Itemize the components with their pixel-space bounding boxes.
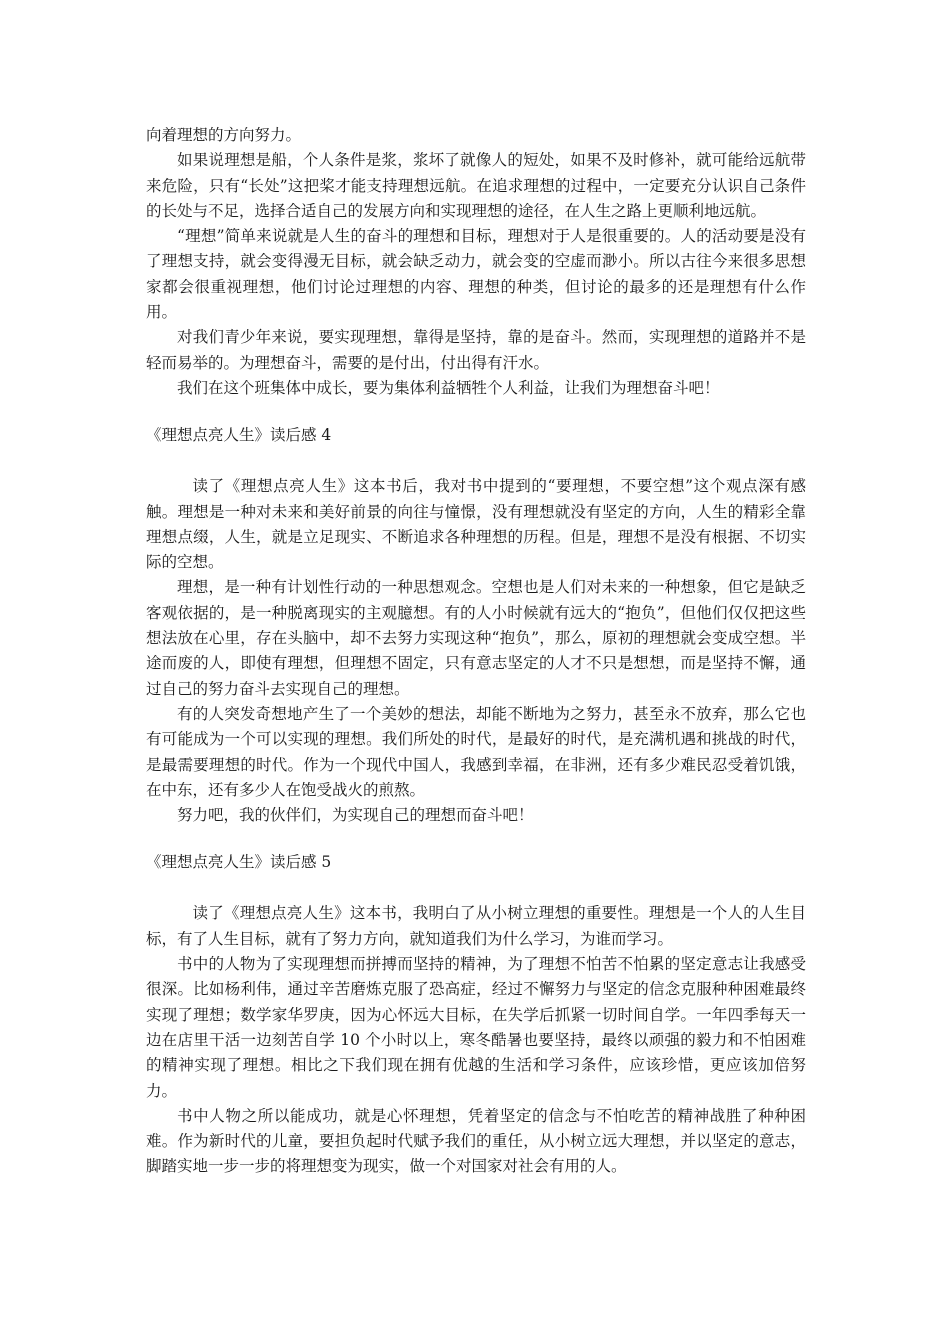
paragraph: “理想”简单来说就是人生的奋斗的理想和目标，理想对于人是很重要的。人的活动要是没有了理想支持，就会变得漫无目标，就会缺乏动力，就会变的空虚而渺小。所以古往今来很多思想家都会很重视理想，他们讨论过理想的内容、理想的种类，但讨论的最多的还是理想有什么作用。 [146, 227, 806, 322]
paragraph: 向着理想的方向努力。 [146, 126, 302, 144]
paragraph: 书中的人物为了实现理想而拼搏而坚持的精神，为了理想不怕苦不怕累的坚定意志让我感受很深。比如杨利伟，通过辛苦磨炼克服了恐高症，经过不懈努力与坚定的信念克服种种困难最终实现了理想；数学家华罗庚，因为心怀远大目标，在失学后抓紧一切时间自学。一年四季每天一边在店里干活一边刻苦自学 10 个小时以上，寒冬酷暑也要坚持，最终以顽强的毅力和不怕困难的精神实现了理想。相比之下我们现在拥有优越的生活和学习条件，应该珍惜，更应该加倍努力。 [146, 955, 806, 1100]
section-4 [146, 423, 806, 828]
document-page [146, 123, 806, 1180]
paragraph: 书中人物之所以能成功，就是心怀理想，凭着坚定的信念与不怕吃苦的精神战胜了种种困难。作为新时代的儿童，要担负起时代赋予我们的重任，从小树立远大理想，并以坚定的意志，脚踏实地一步一步的将理想变为现实，做一个对国家对社会有用的人。 [146, 1106, 806, 1176]
paragraph: 读了《理想点亮人生》这本书后，我对书中提到的“要理想，不要空想”这个观点深有感触。理想是一种对未来和美好前景的向往与憧憬，没有理想就没有坚定的方向，人生的精彩全靠理想点缀，人生，就是立足现实、不断追求各种理想的历程。但是，理想不是没有根据、不切实际的空想。 [146, 477, 806, 572]
paragraph: 对我们青少年来说，要实现理想，靠得是坚持，靠的是奋斗。然而，实现理想的道路并不是轻而易举的。为理想奋斗，需要的是付出，付出得有汗水。 [146, 328, 806, 372]
section-heading: 《理想点亮人生》读后感 4 [146, 426, 332, 445]
paragraph: 如果说理想是船，个人条件是浆，浆坏了就像人的短处，如果不及时修补，就可能给远航带来危险，只有“长处”这把桨才能支持理想远航。在追求理想的过程中，一定要充分认识自己条件的长处与不足，选择合适自己的发展方向和实现理想的途径，在人生之路上更顺利地远航。 [146, 151, 806, 220]
paragraph: 理想，是一种有计划性行动的一种思想观念。空想也是人们对未来的一种想象，但它是缺乏客观依据的，是一种脱离现实的主观臆想。有的人小时候就有远大的“抱负”，但他们仅仅把这些想法放在心里，存在头脑中，却不去努力实现这种“抱负”，那么，原初的理想就会变成空想。半途而废的人，即使有理想，但理想不固定，只有意志坚定的人才不只是想想，而是坚持不懈，通过自己的努力奋斗去实现自己的理想。 [146, 578, 806, 698]
section-3-tail [146, 123, 806, 401]
paragraph: 有的人突发奇想地产生了一个美妙的想法，却能不断地为之努力，甚至永不放弃，那么它也有可能成为一个可以实现的理想。我们所处的时代，是最好的时代，是充满机遇和挑战的时代，是最需要理想的时代。作为一个现代中国人，我感到幸福，在非洲，还有多少难民忍受着饥饿，在中东，还有多少人在饱受战火的煎熬。 [146, 704, 806, 799]
paragraph: 我们在这个班集体中成长，要为集体利益牺牲个人利益，让我们为理想奋斗吧！ [177, 378, 720, 397]
section-heading: 《理想点亮人生》读后感 5 [146, 853, 332, 872]
paragraph: 读了《理想点亮人生》这本书，我明白了从小树立理想的重要性。理想是一个人的人生目标，有了人生目标，就有了努力方向，就知道我们为什么学习，为谁而学习。 [146, 904, 806, 948]
paragraph: 努力吧，我的伙伴们，为实现自己的理想而奋斗吧！ [177, 806, 534, 825]
section-5 [146, 850, 806, 1179]
